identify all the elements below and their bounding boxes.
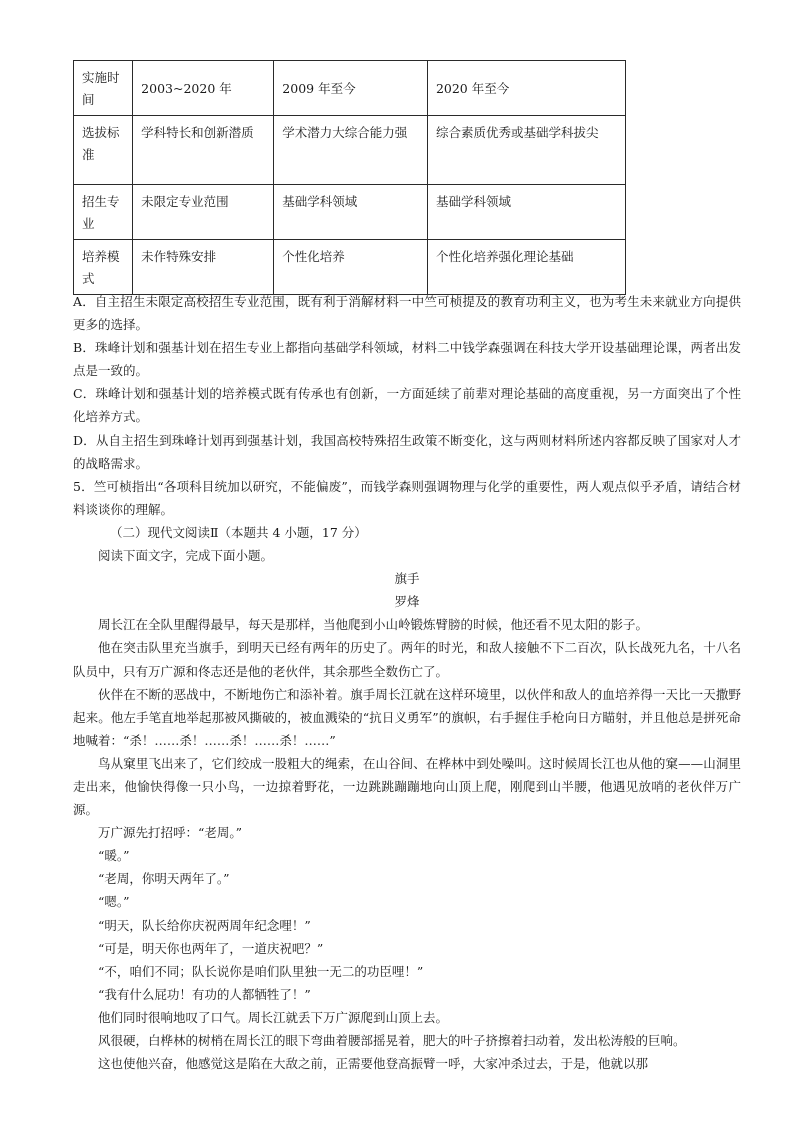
- story-paragraph: 周长江在全队里醒得最早，每天是那样，当他爬到小山岭锻炼臂膀的时候，他还看不见太阳的影子。: [98, 617, 649, 633]
- document-body: [73, 290, 741, 1075]
- story-paragraph: “嗯。”: [98, 894, 130, 910]
- story-paragraph: 鸟从窠里飞出来了，它们绞成一股粗大的绳索，在山谷间、在桦林中到处噪叫。这时候周长江也从他的窠——山洞里走出来，他愉快得像一只小鸟，一边掠着野花，一边跳跳蹦蹦地向山顶上爬，刚爬到山半腰，他遇见放哨的老伙伴万广源。: [73, 755, 741, 818]
- option-d: D．从自主招生到珠峰计划再到强基计划，我国高校特殊招生政策不断变化，这与两则材料所述内容都反映了国家对人才的战略需求。: [73, 432, 741, 471]
- story-paragraph: “我有什么屁功！有功的人都牺牲了！”: [98, 986, 311, 1002]
- section-heading: （二）现代文阅读Ⅱ（本题共 4 小题，17 分）: [110, 524, 367, 540]
- question-5: 5．竺可桢指出“各项科目统加以研究，不能偏废”，而钱学森则强调物理与化学的重要性，两人观点似乎矛盾，请结合材料谈谈你的理解。: [73, 478, 741, 517]
- table-cell: 2009 年至今: [274, 61, 428, 116]
- story-title: 旗手: [394, 571, 420, 587]
- story-paragraph: 他在突击队里充当旗手，到明天已经有两年的历史了。两年的时光，和敌人接触不下二百次，队长战死九名，十八名队员中，只有万广源和佟志还是他的老伙伴，其余那些全数伤亡了。: [73, 640, 741, 679]
- table-cell: 未作特殊安排: [133, 240, 274, 295]
- table-cell: 实施时间: [74, 61, 133, 116]
- table-cell: 基础学科领域: [427, 185, 625, 240]
- table-cell: 基础学科领域: [274, 185, 428, 240]
- option-b: B．珠峰计划和强基计划在招生专业上都指向基础学科领域，材料二中钱学森强调在科技大学开设基础理论课，两者出发点是一致的。: [73, 340, 741, 379]
- option-a: A．自主招生未限定高校招生专业范围，既有利于消解材料一中竺可桢提及的教育功利主义，也为考生未来就业方向提供更多的选择。: [73, 294, 741, 333]
- story-paragraph: 风很硬，白桦林的树梢在周长江的眼下弯曲着腰部摇晃着，肥大的叶子挤擦着扫动着，发出松涛般的巨响。: [98, 1033, 686, 1048]
- table-cell: 学科特长和创新潜质: [133, 116, 274, 185]
- story-paragraph: “不，咱们不同；队长说你是咱们队里独一无二的功臣哩！”: [98, 963, 424, 979]
- story-paragraph: “明天，队长给你庆祝两周年纪念哩！”: [98, 917, 311, 933]
- table-row: [74, 116, 626, 185]
- table-cell: 个性化培养强化理论基础: [427, 240, 625, 295]
- table-cell: 综合素质优秀或基础学科拔尖: [427, 116, 625, 185]
- story-paragraph: 万广源先打招呼：“老周。”: [98, 825, 243, 841]
- table-row: [74, 240, 626, 295]
- story-paragraph: 伙伴在不断的恶战中，不断地伤亡和添补着。旗手周长江就在这样环境里，以伙伴和敌人的血培养得一天比一天撒野起来。他左手笔直地举起那被风撕破的，被血溅染的“抗日义勇军”的旗帜，右手握住手枪向日方瞄射，并且他总是拼死命地喊着：“杀！……杀！……杀！……杀！……”: [73, 686, 741, 748]
- table-row: [74, 185, 626, 240]
- story-paragraph: 这也使他兴奋，他感觉这是陷在大敌之前，正需要他登高振臂一呼，大家冲杀过去，于是，他就以那: [98, 1056, 649, 1072]
- table-row: [74, 61, 626, 116]
- story-author: 罗烽: [394, 594, 420, 610]
- option-c: C．珠峰计划和强基计划的培养模式既有传承也有创新，一方面延续了前辈对理论基础的高度重视，另一方面突出了个性化培养方式。: [73, 386, 741, 425]
- story-paragraph: “老周，你明天两年了。”: [98, 871, 230, 887]
- story-paragraph: “可是，明天你也两年了，一道庆祝吧？”: [98, 940, 324, 956]
- instruction: 阅读下面文字，完成下面小题。: [98, 548, 274, 564]
- story-paragraph: 他们同时很响地叹了口气。周长江就丢下万广源爬到山顶上去。: [98, 1009, 449, 1025]
- table-cell: 个性化培养: [274, 240, 428, 295]
- table-cell: 培养模式: [74, 240, 133, 295]
- table-cell: 学术潜力大综合能力强: [274, 116, 428, 185]
- comparison-table: [73, 60, 626, 295]
- table-cell: 招生专业: [74, 185, 133, 240]
- table-cell: 2003~2020 年: [133, 61, 274, 116]
- table-cell: 未限定专业范围: [133, 185, 274, 240]
- table-cell: 选拔标准: [74, 116, 133, 185]
- table-cell: 2020 年至今: [427, 61, 625, 116]
- story-paragraph: “暖。”: [98, 848, 130, 864]
